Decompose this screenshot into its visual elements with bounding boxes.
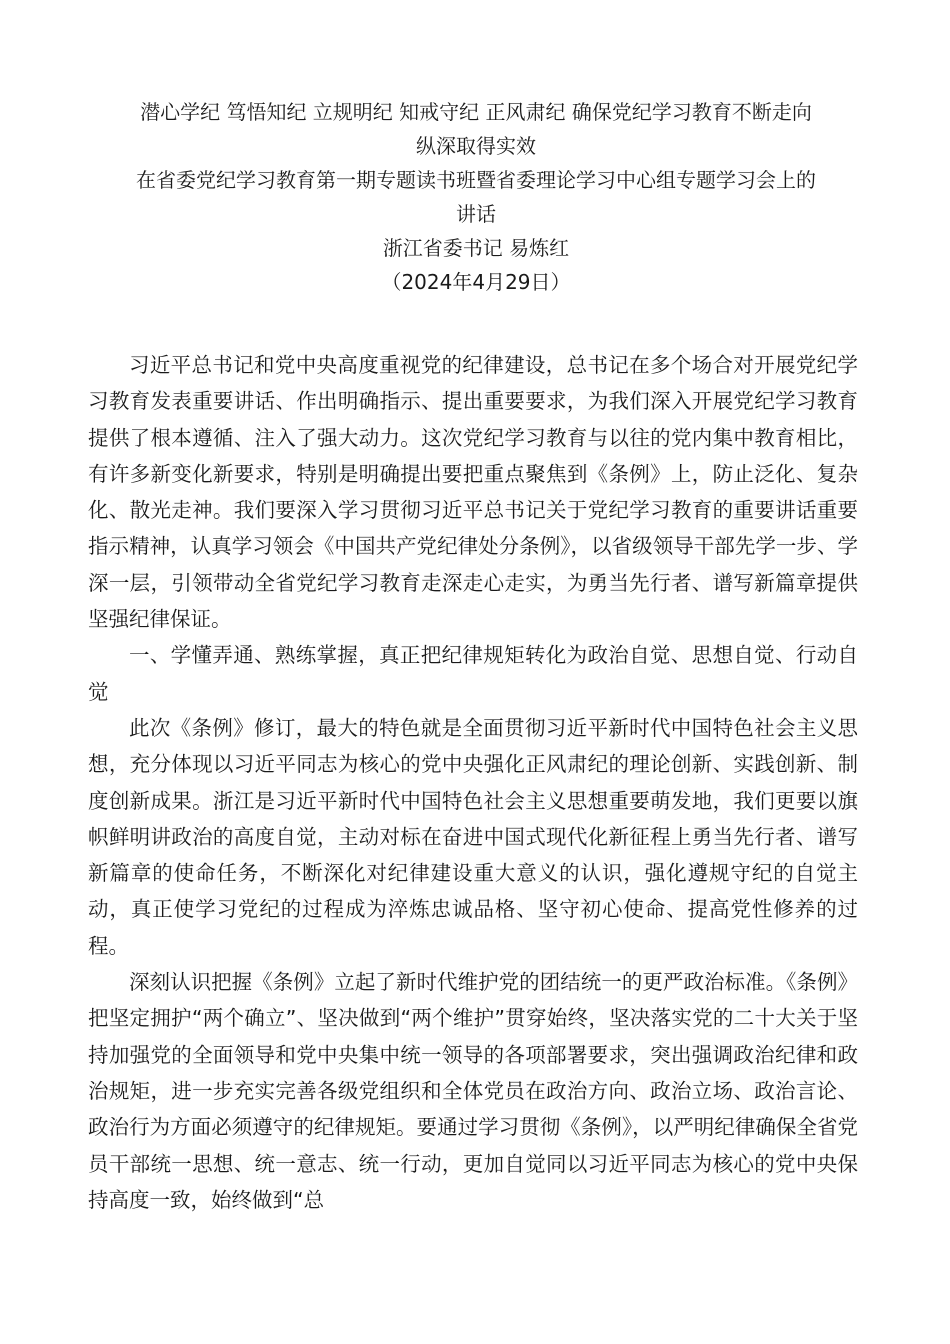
subtitle-line-1: 在省委党纪学习教育第一期专题读书班暨省委理论学习中心组专题学习会上的 — [136, 168, 816, 192]
subtitle-line-2: 讲话 — [456, 202, 496, 226]
document-header — [88, 95, 864, 299]
paragraph: 此次《条例》修订，最大的特色就是全面贯彻习近平新时代中国特色社会主义思想，充分体现以习近平同志为核心的党中央强化正风肃纪的理论创新、实践创新、制度创新成果。浙江是习近平新时代中国特色社会主义思想重要萌发地，我们更要以旗帜鲜明讲政治的高度自觉，主动对标在奋进中国式现代化新征程上勇当先行者、谱写新篇章的使命任务，不断深化对纪律建设重大意义的认识，强化遵规守纪的自觉主动，真正使学习党纪的过程成为淬炼忠诚品格、坚守初心使命、提高党性修养的过程。 — [88, 715, 858, 958]
document-body — [88, 347, 858, 1218]
title-line-1: 潜心学纪 笃悟知纪 立规明纪 知戒守纪 正风肃纪 确保党纪学习教育不断走向 — [140, 100, 812, 124]
section-heading-1: 一、学懂弄通、熟练掌握，真正把纪律规矩转化为政治自觉、思想自觉、行动自觉 — [88, 643, 858, 704]
paragraph: 深刻认识把握《条例》立起了新时代维护党的团结统一的更严政治标准。《条例》把坚定拥护“两个确立”、坚决做到“两个维护”贯穿始终，坚决落实党的二十大关于坚持加强党的全面领导和党中央集中统一领导的各项部署要求，突出强调政治纪律和政治规矩，进一步充实完善各级党组织和全体党员在政治方向、政治立场、政治言论、政治行为方面必须遵守的纪律规矩。要通过学习贯彻《条例》，以严明纪律确保全省党员干部统一思想、统一意志、统一行动，更加自觉同以习近平同志为核心的党中央保持高度一致，始终做到“总 — [88, 970, 858, 1212]
title-line-2: 纵深取得实效 — [416, 134, 536, 158]
paragraph-intro: 习近平总书记和党中央高度重视党的纪律建设，总书记在多个场合对开展党纪学习教育发表重要讲话、作出明确指示、提出重要要求，为我们深入开展党纪学习教育提供了根本遵循、注入了强大动力。这次党纪学习教育与以往的党内集中教育相比，有许多新变化新要求，特别是明确提出要把重点聚焦到《条例》上，防止泛化、复杂化、散光走神。我们要深入学习贯彻习近平总书记关于党纪学习教育的重要讲话重要指示精神，认真学习领会《中国共产党纪律处分条例》，以省级领导干部先学一步、学深一层，引领带动全省党纪学习教育走深走心走实，为勇当先行者、谱写新篇章提供坚强纪律保证。 — [88, 353, 858, 632]
author-line: 浙江省委书记 易炼红 — [382, 236, 570, 260]
date-line: （2024年4月29日） — [381, 270, 571, 294]
